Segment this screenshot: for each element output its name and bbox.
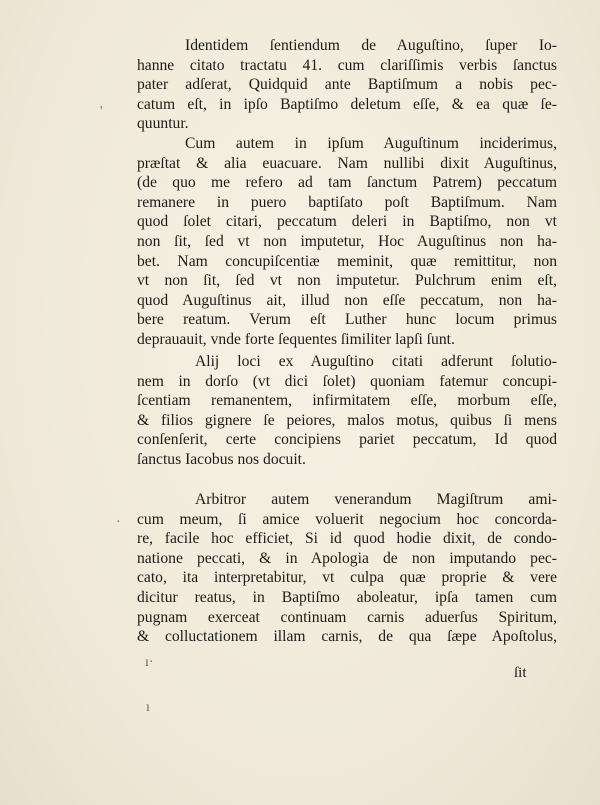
text-line: cato, ita interpretabitur, vt culpa quæ proprie & vere bbox=[137, 569, 557, 587]
text-line: cum meum, ſi amice voluerit negocium hoc concorda- bbox=[137, 510, 557, 528]
text-line: re, facile hoc efficiet, Si id quod hodie dixit, de condo- bbox=[137, 530, 557, 548]
margin-mark: · bbox=[116, 515, 121, 530]
text-line: conſenſerit, certe concipiens pariet peccatum, Id quod bbox=[137, 431, 557, 449]
text-line: quuntur. bbox=[137, 115, 189, 133]
text-line: & colluctationem illam carnis, de qua ſæpe Apoſtolus, bbox=[137, 628, 557, 646]
text-line: non ſit, ſed vt non imputetur, Hoc Auguſtinus non ha- bbox=[137, 232, 557, 250]
text-line: hanne citato tractatu 41. cum clariſſimis verbis ſanctus bbox=[137, 56, 557, 74]
margin-mark: ' bbox=[100, 104, 103, 119]
paragraph-1 bbox=[137, 36, 557, 134]
text-line: natione peccati, & in Apologia de non imputando pec- bbox=[137, 549, 557, 567]
text-line: quod ſolet citari, peccatum deleri in Baptiſmo, non vt bbox=[137, 213, 557, 231]
paragraph-4 bbox=[137, 490, 557, 647]
text-line: (de quo me refero ad tam ſanctum Patrem) peccatum bbox=[137, 174, 557, 192]
text-line: dicitur reatus, in Baptiſmo aboleatur, ipſa tamen cum bbox=[137, 588, 557, 606]
text-line: pugnam exerceat continuam carnis aduerſus Spiritum, bbox=[137, 608, 557, 626]
text-line: præſtat & alia euacuare. Nam nullibi dixit Auguſtinus, bbox=[137, 154, 557, 172]
text-line: Arbitror autem venerandum Magiſtrum ami- bbox=[195, 491, 557, 508]
text-line: & filios gignere ſe peiores, malos motus, quibus ſi mens bbox=[137, 411, 557, 429]
text-line: deprauauit, vnde forte ſequentes ſimiliter lapſi ſunt. bbox=[137, 330, 455, 348]
text-line: Identidem ſentiendum de Auguſtino, ſuper Io- bbox=[185, 37, 557, 54]
paragraph-2 bbox=[137, 134, 557, 350]
text-line: ſanctus Iacobus nos docuit. bbox=[137, 450, 306, 468]
text-line: ſcentiam remanentem, infirmitatem eſſe, morbum eſſe, bbox=[137, 392, 557, 410]
text-line: nem in dorſo (vt dici ſolet) quoniam fatemur concupi- bbox=[137, 372, 557, 390]
margin-mark: ı· bbox=[145, 655, 154, 670]
text-line: quod Auguſtinus ait, illud non eſſe peccatum, non ha- bbox=[137, 291, 557, 309]
text-line: Alij loci ex Auguſtino citati adferunt ſolutio- bbox=[195, 353, 557, 370]
paragraph-3 bbox=[137, 352, 557, 470]
text-line: bere reatum. Verum eſt Luther hunc locum primus bbox=[137, 311, 557, 329]
text-line: remanere in puero baptiſato poſt Baptiſmum. Nam bbox=[137, 193, 557, 211]
catchword: ſit bbox=[514, 665, 527, 681]
text-line: bet. Nam concupiſcentiæ meminit, quæ remittitur, non bbox=[137, 252, 557, 270]
margin-mark: ı bbox=[146, 700, 150, 715]
text-line: vt non ſit, ſed vt non imputetur. Pulchrum enim eſt, bbox=[137, 272, 557, 290]
text-line: catum eſt, in ipſo Baptiſmo deletum eſſe, & ea quæ ſe- bbox=[137, 95, 557, 113]
text-line: Cum autem in ipſum Auguſtinum inciderimus, bbox=[185, 135, 557, 152]
text-line: pater adſerat, Quidquid ante Baptiſmum a nobis pec- bbox=[137, 76, 557, 94]
